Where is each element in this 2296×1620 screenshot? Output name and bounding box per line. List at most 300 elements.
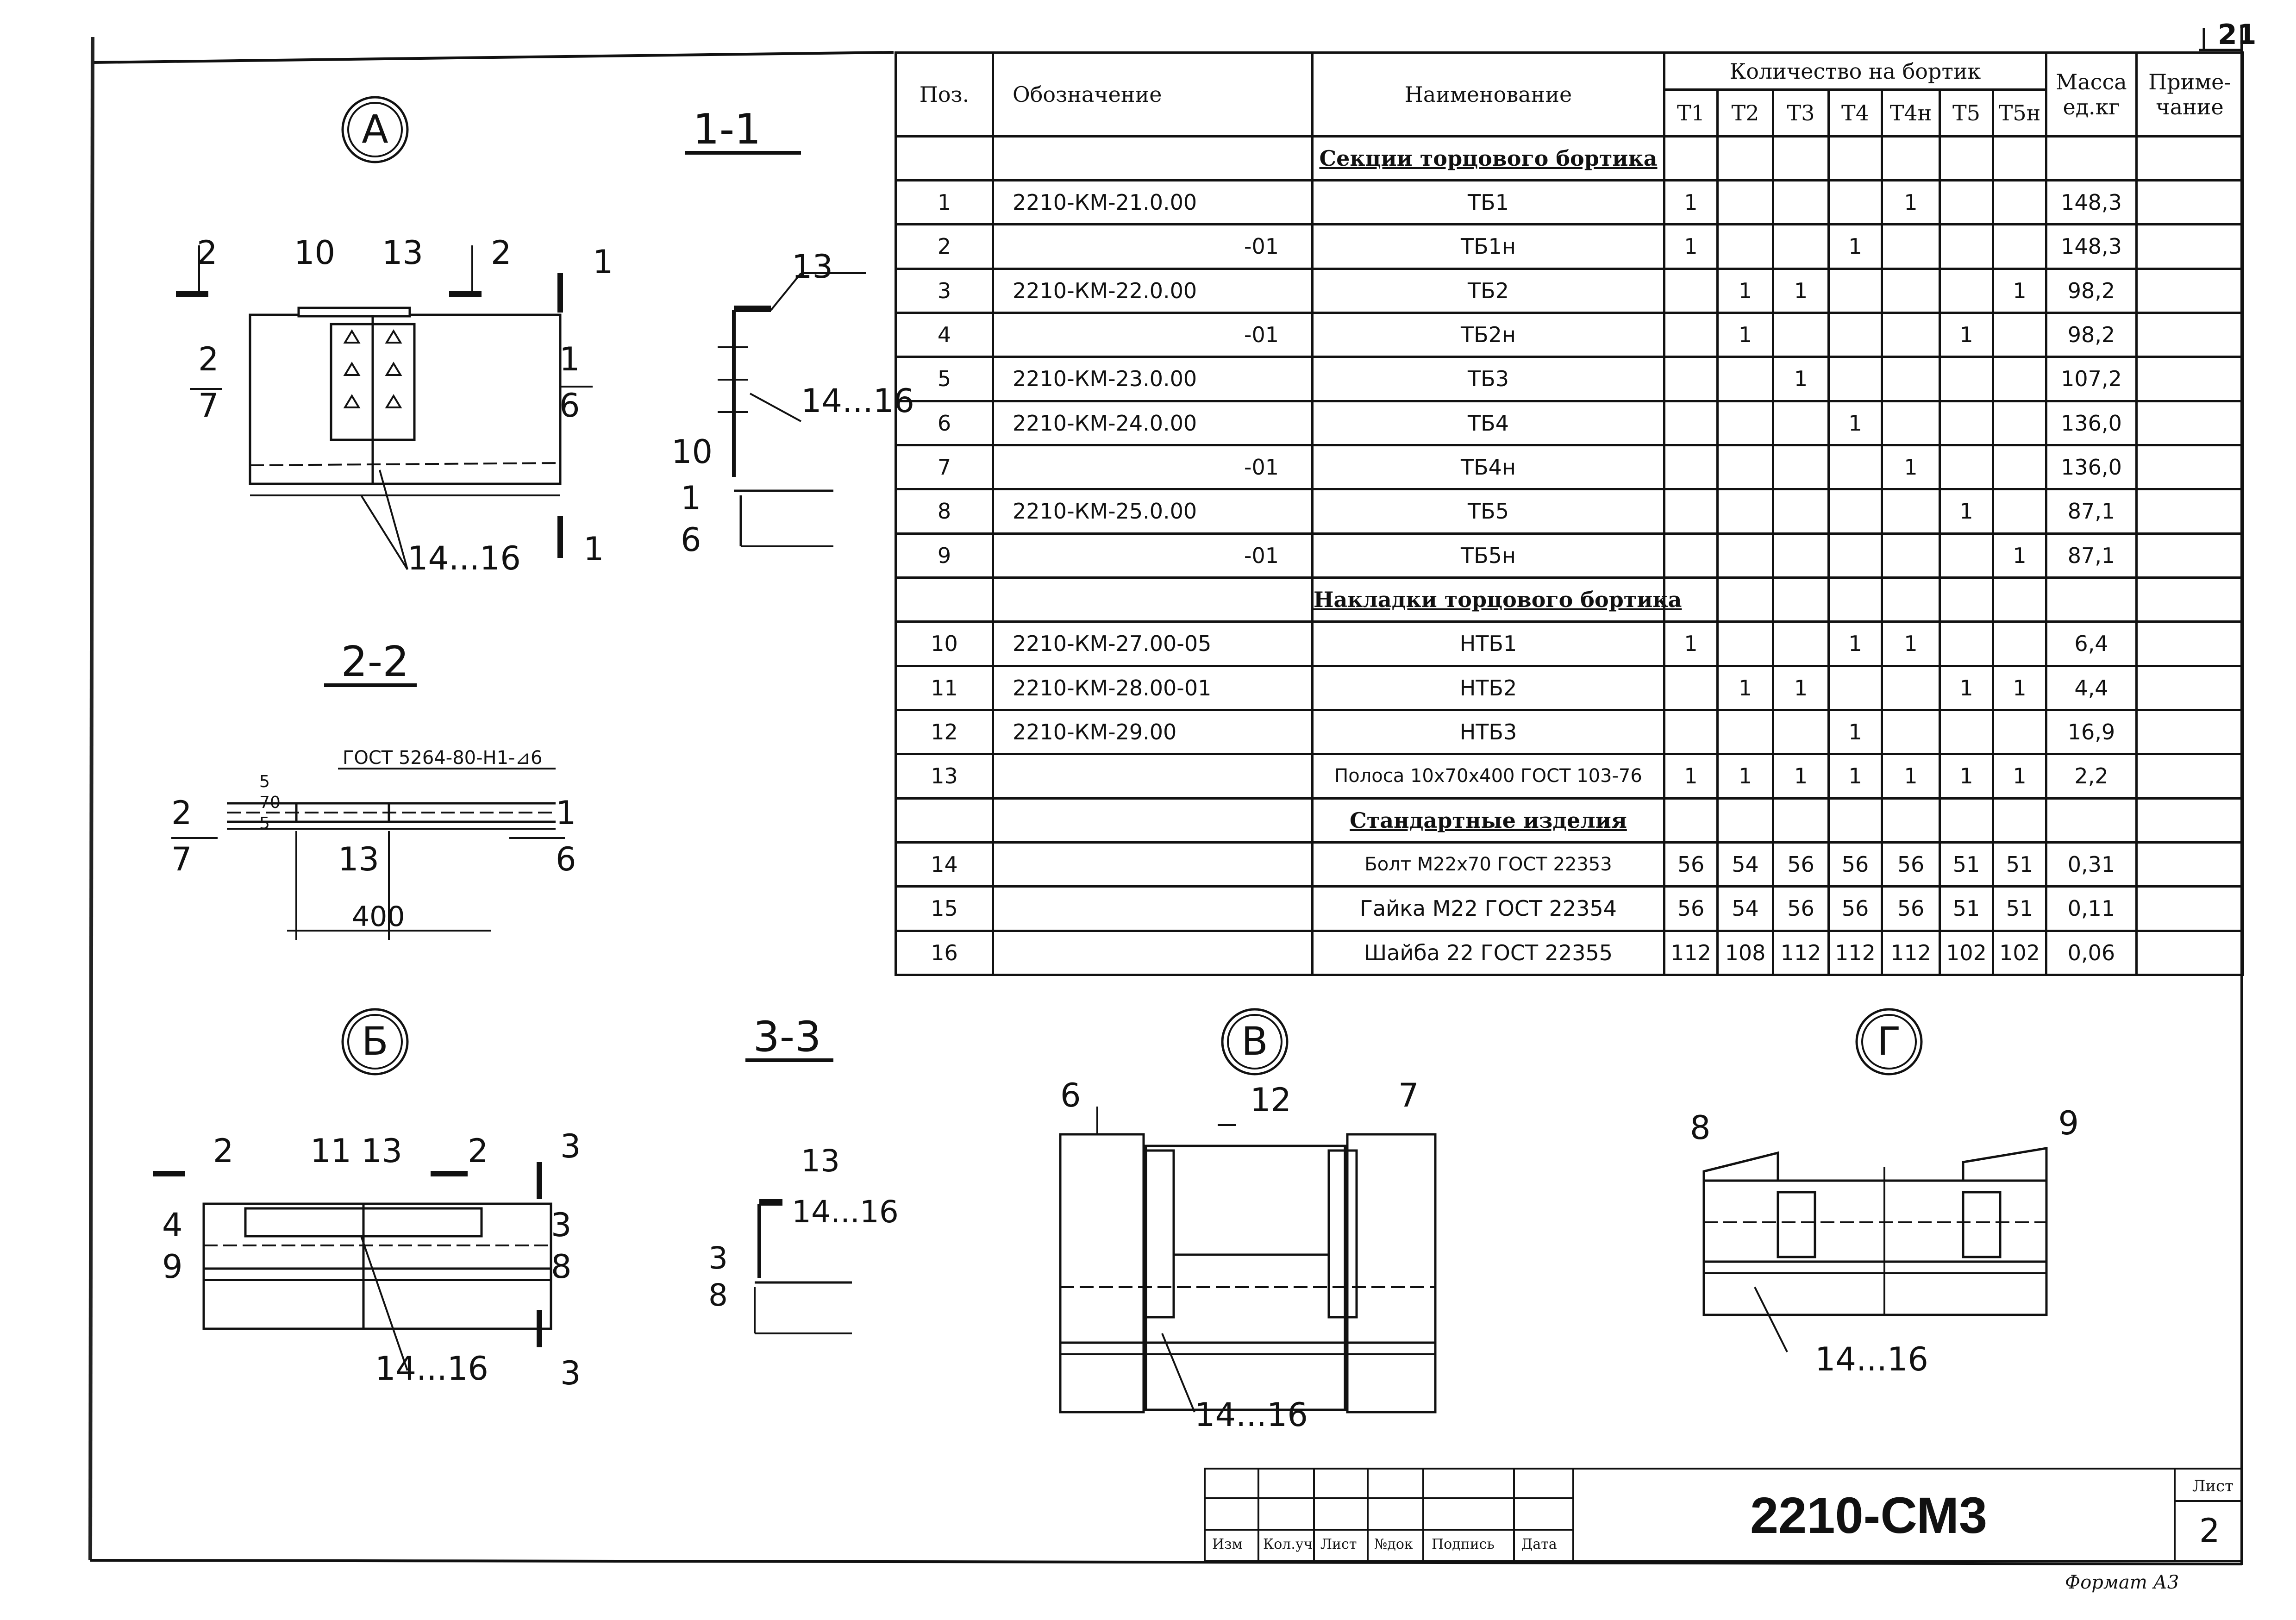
cell-quantity [1829,313,1882,357]
section-header-row [896,798,2243,842]
col-t5: Т5 [1940,90,1993,136]
cell-empty [1882,798,1940,842]
weld-note: ГОСТ 5264-80-Н1-⊿6 [343,747,543,769]
title-block [1204,1468,2243,1562]
header-mass: Масса ед.кг [2046,53,2137,137]
cell-quantity: 112 [1664,931,1718,975]
svg-text:9: 9 [2058,1104,2079,1142]
cell-empty [1829,577,1882,621]
cell-designation: -01 [993,313,1313,357]
col-t1: Т1 [1664,90,1718,136]
col-t3: Т3 [1773,90,1829,136]
table-row [896,357,2243,401]
cell-quantity: 1 [1718,313,1773,357]
cell-mass: 136,0 [2046,445,2137,489]
cell-empty [2137,577,2243,621]
cell-quantity: 108 [1718,931,1773,975]
svg-text:400: 400 [352,901,405,933]
section-3-3-drawing [694,1009,912,1343]
cell-note [2137,313,2243,357]
detail-a-marker: А [362,106,388,152]
cell-quantity: 1 [1664,180,1718,224]
cell-designation [993,842,1313,886]
tb-label-list: Лист [1320,1536,1357,1552]
specification-table [895,51,2242,976]
cell-quantity [1882,533,1940,577]
cell-quantity: 1 [1993,666,2046,710]
cell-empty [1664,798,1718,842]
cell-designation [993,931,1313,975]
cell-quantity [1773,180,1829,224]
cell-quantity [1773,489,1829,533]
table-row [896,842,2243,886]
cell-designation [993,887,1313,931]
corner-sheet-number: 21 [2218,19,2257,51]
cell-quantity [1993,445,2046,489]
cell-pos: 3 [896,269,993,313]
cell-mass: 0,06 [2046,931,2137,975]
svg-text:3: 3 [551,1206,572,1244]
svg-text:3: 3 [708,1240,728,1276]
cell-quantity [1664,489,1718,533]
tb-label-data: Дата [1521,1536,1557,1552]
cell-quantity: 1 [1829,710,1882,754]
cell-empty [2046,577,2137,621]
cell-quantity: 1 [1882,180,1940,224]
cell-quantity [1882,401,1940,445]
cell-quantity: 1 [1882,622,1940,666]
cell-quantity: 1 [1718,666,1773,710]
cell-quantity: 1 [1940,489,1993,533]
tb-label-ndok: №док [1374,1536,1413,1552]
svg-text:1: 1 [681,479,701,517]
section-title: Стандартные изделия [1313,798,1664,842]
cell-name: ТБ5 [1313,489,1664,533]
cell-quantity: 56 [1664,887,1718,931]
cell-empty [1882,136,1940,180]
svg-text:14...16: 14...16 [801,382,914,420]
cell-note [2137,842,2243,886]
cell-quantity: 102 [1940,931,1993,975]
cell-pos: 16 [896,931,993,975]
cell-empty [1773,577,1829,621]
cell-pos: 4 [896,313,993,357]
svg-text:14...16: 14...16 [1815,1340,1928,1378]
svg-text:2: 2 [468,1132,488,1170]
cell-name: НТБ3 [1313,710,1664,754]
cell-quantity: 51 [1940,842,1993,886]
cell-quantity [1718,401,1773,445]
svg-text:70: 70 [259,793,281,812]
cell-quantity [1664,313,1718,357]
svg-text:8: 8 [708,1277,728,1313]
section-title: Секции торцового бортика [1313,136,1664,180]
cell-name: ТБ4н [1313,445,1664,489]
cell-note [2137,180,2243,224]
cell-quantity: 56 [1773,887,1829,931]
cell-quantity [1664,666,1718,710]
cell-designation: -01 [993,225,1313,269]
svg-text:1: 1 [556,794,576,832]
cell-empty [1882,577,1940,621]
cell-designation [993,754,1313,798]
cell-mass: 0,11 [2046,887,2137,931]
cell-name: ТБ1 [1313,180,1664,224]
cell-designation: 2210-КМ-25.0.00 [993,489,1313,533]
cell-mass: 16,9 [2046,710,2137,754]
cell-note [2137,666,2243,710]
cell-quantity: 56 [1882,842,1940,886]
cell-empty [1773,798,1829,842]
cell-quantity [1829,269,1882,313]
cell-quantity: 1 [1940,313,1993,357]
cell-pos: 1 [896,180,993,224]
cell-name: ТБ4 [1313,401,1664,445]
cell-quantity: 1 [1773,269,1829,313]
cell-note [2137,357,2243,401]
svg-text:12: 12 [1250,1081,1292,1119]
cell-quantity: 54 [1718,842,1773,886]
cell-quantity [1882,225,1940,269]
cell-quantity: 112 [1882,931,1940,975]
cell-quantity: 1 [1718,754,1773,798]
table-row [896,489,2243,533]
cell-quantity [1940,180,1993,224]
cell-name: ТБ1н [1313,225,1664,269]
cell-quantity [1829,180,1882,224]
cell-quantity [1664,710,1718,754]
cell-mass: 98,2 [2046,313,2137,357]
cell-quantity [1829,445,1882,489]
svg-text:6: 6 [559,387,580,425]
cell-name: НТБ1 [1313,622,1664,666]
detail-v-marker: В [1241,1019,1268,1064]
cell-quantity [1718,180,1773,224]
cell-mass: 98,2 [2046,269,2137,313]
cell-empty [2046,798,2137,842]
col-t5n: Т5н [1993,90,2046,136]
detail-b-marker: Б [362,1019,388,1064]
cell-quantity [1882,313,1940,357]
section-1-1-drawing [662,105,914,559]
svg-text:5: 5 [259,772,270,791]
table-row [896,313,2243,357]
cell-designation [993,136,1313,180]
cell-designation [993,577,1313,621]
svg-text:10: 10 [671,433,713,471]
detail-b-drawing [153,1005,616,1412]
svg-text:4: 4 [162,1206,183,1244]
cell-note [2137,401,2243,445]
cell-quantity [1882,666,1940,710]
svg-text:13: 13 [801,1143,840,1179]
cell-quantity [1940,357,1993,401]
table-row [896,931,2243,975]
cell-designation: 2210-КМ-21.0.00 [993,180,1313,224]
cell-quantity: 1 [1940,666,1993,710]
cell-empty [2046,136,2137,180]
tb-label-podpis: Подпись [1432,1536,1495,1552]
svg-text:14...16: 14...16 [407,539,521,577]
table-row [896,225,2243,269]
cell-quantity [1940,401,1993,445]
svg-text:1: 1 [559,340,580,378]
cell-designation: 2210-КМ-22.0.00 [993,269,1313,313]
cell-quantity [1882,710,1940,754]
header-designation: Обозначение [993,53,1313,137]
table-row [896,887,2243,931]
svg-text:2: 2 [197,234,218,272]
cell-mass: 136,0 [2046,401,2137,445]
cell-quantity [1664,533,1718,577]
svg-text:3: 3 [560,1354,581,1392]
cell-empty [1718,136,1773,180]
cell-pos: 12 [896,710,993,754]
cell-quantity: 54 [1718,887,1773,931]
svg-text:7: 7 [1398,1076,1419,1114]
format-note: Формат А3 [2065,1572,2179,1593]
cell-note [2137,622,2243,666]
cell-quantity [1882,489,1940,533]
cell-pos: 6 [896,401,993,445]
cell-name: Болт М22х70 ГОСТ 22353 [1313,842,1664,886]
cell-designation: 2210-КМ-27.00-05 [993,622,1313,666]
cell-name: Шайба 22 ГОСТ 22355 [1313,931,1664,975]
table-row [896,754,2243,798]
col-t4: Т4 [1829,90,1882,136]
cell-quantity [1664,401,1718,445]
cell-quantity [1718,225,1773,269]
cell-empty [1940,798,1993,842]
cell-note [2137,754,2243,798]
cell-name: НТБ2 [1313,666,1664,710]
cell-empty [1940,577,1993,621]
cell-designation: -01 [993,445,1313,489]
cell-empty [2137,798,2243,842]
tb-label-koluch: Кол.уч [1263,1536,1313,1552]
col-t2: Т2 [1718,90,1773,136]
cell-designation [993,798,1313,842]
cell-pos: 8 [896,489,993,533]
svg-text:13: 13 [361,1132,403,1170]
section-header-row [896,136,2243,180]
section-1-1-title: 1-1 [693,105,761,154]
cell-quantity: 1 [1882,754,1940,798]
svg-text:2: 2 [171,794,192,832]
cell-pos: 2 [896,225,993,269]
tb-label-izm: Изм [1212,1536,1243,1552]
cell-pos: 7 [896,445,993,489]
section-2-2-drawing [157,625,620,958]
cell-empty [2137,136,2243,180]
section-2-2-title: 2-2 [341,638,409,686]
cell-quantity [1664,357,1718,401]
table-row [896,710,2243,754]
cell-quantity [1993,489,2046,533]
cell-pos: 11 [896,666,993,710]
svg-text:14...16: 14...16 [792,1194,899,1230]
sheet-label: Лист [2192,1477,2233,1495]
svg-text:8: 8 [1690,1109,1711,1147]
cell-pos: 9 [896,533,993,577]
svg-text:2: 2 [213,1132,234,1170]
cell-quantity: 56 [1829,842,1882,886]
cell-quantity: 1 [1940,754,1993,798]
svg-text:7: 7 [171,840,192,878]
cell-empty [1773,136,1829,180]
svg-text:11: 11 [310,1132,352,1170]
section-3-3-title: 3-3 [753,1013,821,1061]
drawing-code: 2210-СМ3 [1750,1487,1988,1544]
cell-mass: 107,2 [2046,357,2137,401]
cell-mass: 2,2 [2046,754,2137,798]
header-name: Наименование [1313,53,1664,137]
cell-pos [896,136,993,180]
cell-mass: 4,4 [2046,666,2137,710]
cell-quantity [1718,533,1773,577]
cell-quantity [1829,533,1882,577]
svg-text:13: 13 [382,234,424,272]
cell-quantity: 51 [1993,842,2046,886]
cell-name: Гайка М22 ГОСТ 22354 [1313,887,1664,931]
cell-quantity [1773,445,1829,489]
cell-mass: 148,3 [2046,225,2137,269]
table-row [896,445,2243,489]
cell-mass: 87,1 [2046,489,2137,533]
cell-quantity [1718,445,1773,489]
cell-quantity [1664,445,1718,489]
cell-pos: 13 [896,754,993,798]
cell-quantity: 1 [1718,269,1773,313]
svg-text:1: 1 [593,243,613,281]
cell-quantity [1773,401,1829,445]
cell-quantity [1940,445,1993,489]
cell-quantity [1940,225,1993,269]
cell-quantity [1718,357,1773,401]
cell-quantity [1773,533,1829,577]
cell-quantity [1882,269,1940,313]
section-title: Накладки торцового бортика [1313,577,1664,621]
cell-quantity: 56 [1829,887,1882,931]
cell-quantity [1664,269,1718,313]
cell-quantity [1993,710,2046,754]
cell-quantity: 1 [1773,357,1829,401]
cell-pos: 10 [896,622,993,666]
cell-pos: 14 [896,842,993,886]
svg-text:6: 6 [681,521,701,559]
cell-quantity [1993,313,2046,357]
cell-mass: 87,1 [2046,533,2137,577]
cell-quantity: 56 [1664,842,1718,886]
cell-note [2137,445,2243,489]
cell-quantity: 1 [1829,622,1882,666]
cell-empty [1829,798,1882,842]
cell-quantity: 1 [1993,754,2046,798]
table-row [896,533,2243,577]
cell-mass: 0,31 [2046,842,2137,886]
cell-name: ТБ2 [1313,269,1664,313]
cell-empty [1664,136,1718,180]
cell-quantity [1718,489,1773,533]
cell-empty [1993,577,2046,621]
cell-quantity: 51 [1993,887,2046,931]
header-pos: Поз. [896,53,993,137]
cell-quantity [1773,622,1829,666]
cell-empty [1993,136,2046,180]
svg-text:10: 10 [294,234,336,272]
cell-quantity: 1 [1773,754,1829,798]
cell-quantity: 1 [1829,225,1882,269]
cell-empty [1993,798,2046,842]
cell-pos: 5 [896,357,993,401]
cell-quantity [1940,622,1993,666]
sheet-value: 2 [2199,1512,2220,1550]
cell-designation: 2210-КМ-23.0.00 [993,357,1313,401]
cell-note [2137,533,2243,577]
cell-note [2137,887,2243,931]
cell-note [2137,931,2243,975]
cell-empty [1829,136,1882,180]
svg-text:13: 13 [792,248,833,286]
cell-pos [896,577,993,621]
cell-quantity [1993,622,2046,666]
header-note: Приме-чание [2137,53,2243,137]
svg-text:3: 3 [560,1127,581,1165]
cell-quantity: 1 [1882,445,1940,489]
cell-name: Полоса 10х70х400 ГОСТ 103-76 [1313,754,1664,798]
table-row [896,269,2243,313]
cell-quantity: 56 [1882,887,1940,931]
svg-text:14...16: 14...16 [375,1350,488,1388]
table-row [896,622,2243,666]
cell-quantity [1940,710,1993,754]
svg-text:2: 2 [491,234,512,272]
cell-quantity: 112 [1829,931,1882,975]
cell-quantity: 56 [1773,842,1829,886]
cell-quantity [1993,357,2046,401]
detail-g-drawing [1676,1009,2093,1398]
cell-mass: 6,4 [2046,622,2137,666]
cell-pos: 15 [896,887,993,931]
cell-mass: 148,3 [2046,180,2137,224]
detail-v-drawing [1042,1009,1458,1445]
cell-quantity [1829,489,1882,533]
svg-text:1: 1 [583,530,604,568]
svg-text:7: 7 [198,387,219,425]
cell-quantity: 51 [1940,887,1993,931]
cell-quantity [1993,401,2046,445]
cell-quantity [1882,357,1940,401]
svg-text:2: 2 [198,340,219,378]
cell-quantity: 112 [1773,931,1829,975]
cell-note [2137,225,2243,269]
cell-designation: -01 [993,533,1313,577]
svg-text:14...16: 14...16 [1195,1396,1308,1434]
header-quantity: Количество на бортик [1664,53,2046,90]
cell-quantity [1993,180,2046,224]
col-t4n: Т4н [1882,90,1940,136]
svg-text:13: 13 [338,840,380,878]
cell-quantity [1993,225,2046,269]
cell-name: ТБ2н [1313,313,1664,357]
cell-quantity [1940,533,1993,577]
cell-quantity [1773,313,1829,357]
svg-text:9: 9 [162,1248,183,1286]
cell-quantity [1718,622,1773,666]
svg-text:6: 6 [1060,1076,1081,1114]
cell-quantity [1940,269,1993,313]
detail-a-drawing [176,93,613,602]
